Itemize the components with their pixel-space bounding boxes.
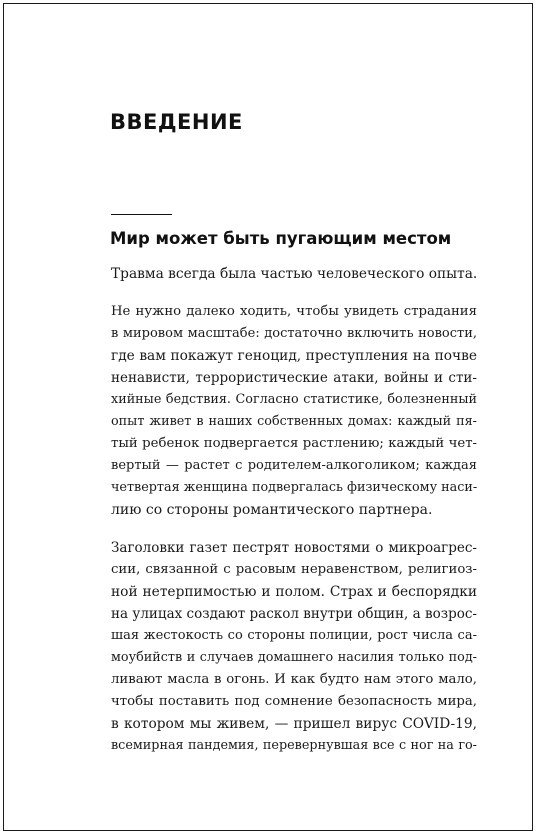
text-line: ной нетерпимостью и полом. Страх и беспорядки xyxy=(111,584,477,600)
body-text xyxy=(111,263,477,773)
text-line: четвертая женщина подвергалась физическому наси- xyxy=(111,480,478,495)
section-divider xyxy=(111,214,172,215)
text-line: Не нужно далеко ходить, чтобы увидеть страдания xyxy=(111,304,477,319)
paragraph-2 xyxy=(111,301,477,521)
section-heading: Мир может быть пугающим местом xyxy=(110,229,452,248)
text-line: вертый — растет с родителем-алкоголиком; каждая xyxy=(111,458,477,473)
text-line: в котором мы живем, — пришел вирус COVID-19, xyxy=(111,716,477,732)
text-line: хийные бедствия. Согласно статистике, болезненный xyxy=(111,392,477,407)
text-line: тый ребенок подвергается растлению; каждый чет- xyxy=(111,436,477,451)
text-line: опыт живет в наших собственных домах: каждый пя- xyxy=(111,414,477,429)
page-frame xyxy=(3,3,533,831)
text-line: ненависти, террористические атаки, войны и сти- xyxy=(111,370,477,386)
text-line: всемирная пандемия, перевернувшая все с ног на го- xyxy=(111,738,477,753)
text-line: в мировом масштабе: достаточно включить новости, xyxy=(111,326,477,341)
text-line: ливают масла в огонь. И как будто нам этого мало, xyxy=(111,672,477,687)
paragraph-3 xyxy=(111,537,477,757)
text-line: сии, связанной с расовым неравенством, религиоз- xyxy=(111,562,477,577)
text-line: на улицах создают раскол внутри общин, а возрос- xyxy=(111,606,477,622)
text-line: моубийств и случаев домашнего насилия только под- xyxy=(111,650,477,665)
paragraph-1 xyxy=(111,263,477,285)
text-line: Травма всегда была частью человеческого опыта. xyxy=(111,266,478,282)
text-line: лию со стороны романтического партнера. xyxy=(111,502,433,518)
text-line: Заголовки газет пестрят новостями о микроагрес- xyxy=(111,540,477,556)
chapter-title: ВВЕДЕНИЕ xyxy=(110,110,243,134)
text-line: шая жестокость со стороны полиции, рост числа са- xyxy=(111,628,477,643)
text-line: где вам покажут геноцид, преступления на почве xyxy=(111,348,477,364)
text-line: чтобы поставить под сомнение безопасность мира, xyxy=(111,694,477,709)
